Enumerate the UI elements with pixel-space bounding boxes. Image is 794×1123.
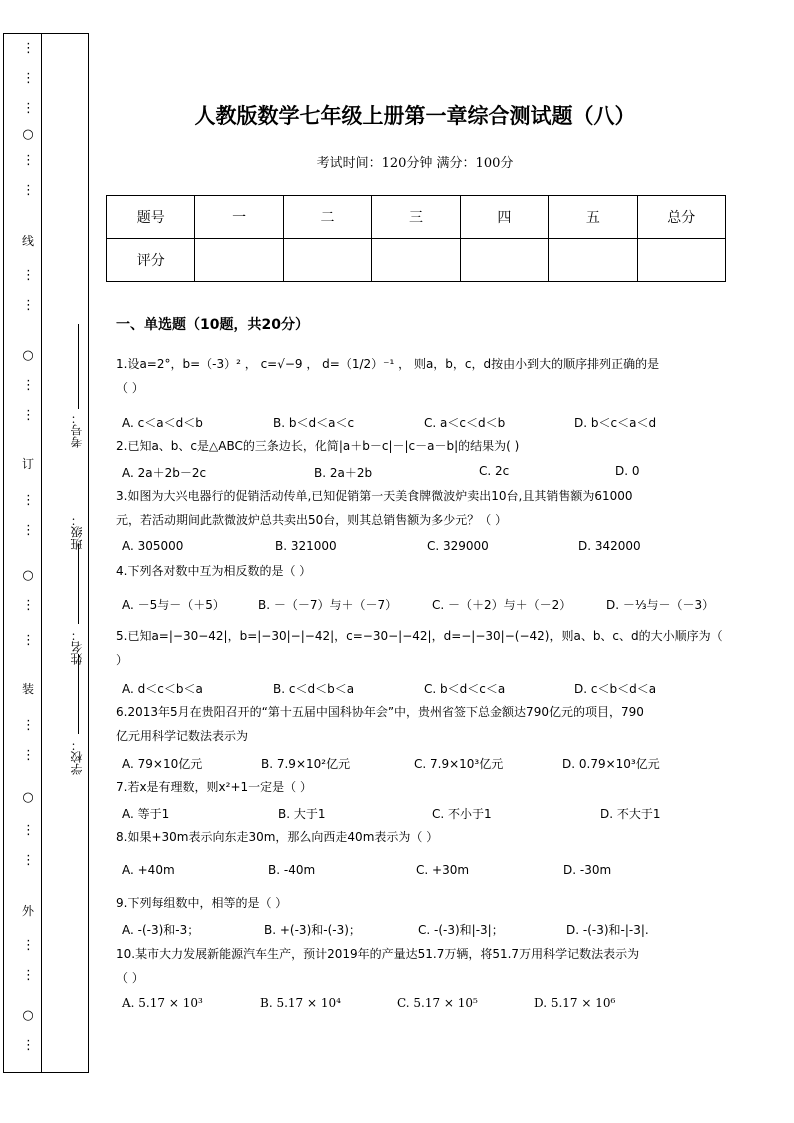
binding-margin — [3, 33, 89, 1073]
option-b[interactable]: B. 5.17 × 10⁴ — [260, 996, 341, 1010]
question-text: 10.某市大力发展新能源汽车生产，预计2019年的产量达51.7万辆，将51.7万用科学记数法表示为 — [116, 947, 640, 961]
score-cell[interactable] — [549, 239, 637, 282]
option-d[interactable]: D. 0.79×10³亿元 — [562, 757, 660, 771]
option-c[interactable]: C. -(-3)和|-3|； — [418, 923, 504, 937]
question-2 — [116, 434, 726, 458]
question-9 — [116, 891, 726, 915]
score-table — [106, 195, 726, 282]
score-cell[interactable] — [195, 239, 283, 282]
option-a[interactable]: A. 305000 — [122, 539, 184, 553]
question-text-cont: （ ） — [116, 971, 144, 985]
option-d[interactable]: D. -30m — [563, 863, 612, 877]
question-10 — [116, 942, 726, 990]
question-1 — [116, 352, 726, 400]
options-5 — [122, 680, 722, 700]
score-cell[interactable] — [283, 239, 371, 282]
field-line — [78, 324, 79, 409]
option-d[interactable]: D. c＜b＜d＜a — [574, 682, 657, 696]
option-a[interactable]: A. －5与－（＋5） — [122, 598, 225, 612]
score-cell[interactable] — [460, 239, 548, 282]
question-text-cont: 亿元用科学记数法表示为 — [116, 729, 249, 743]
option-c[interactable]: C. 7.9×10³亿元 — [414, 757, 504, 771]
option-d[interactable]: D. 5.17 × 10⁶ — [534, 996, 616, 1010]
option-a[interactable]: A. 2a＋2b－2c — [122, 466, 207, 480]
option-a[interactable]: A. d＜c＜b＜a — [122, 682, 203, 696]
options-1 — [122, 414, 722, 434]
question-text: 5.已知a=|−30−42|，b=|−30|−|−42|，c=−30−|−42|，d=−|−30|−(−42)，则a、b、c、d的大小顺序为（ — [116, 629, 723, 643]
question-text: 1.设a=2°，b=（-3）² ， c=√−9 ， d=（1/2）⁻¹ ， 则a，b，c，d按由小到大的顺序排列正确的是 — [116, 357, 660, 371]
header-cell: 四 — [460, 196, 548, 239]
options-2 — [122, 464, 722, 484]
option-d[interactable]: D. b＜c＜a＜d — [574, 416, 657, 430]
question-5 — [116, 624, 726, 672]
question-text: 6.2013年5月在贵阳召开的“第十五届中国科协年会”中，贵州省签下总金额达790亿元的项目，790 — [116, 705, 644, 719]
question-text: 3.如图为大兴电器行的促销活动传单,已知促销第一天美食牌微波炉卖出10台,且其销售额为61000 — [116, 489, 633, 503]
options-3 — [122, 539, 722, 559]
option-a[interactable]: A. -(-3)和-3； — [122, 923, 200, 937]
mark-ding: 订 — [21, 457, 34, 471]
option-c[interactable]: C. 5.17 × 10⁵ — [397, 996, 478, 1010]
mark-zhuang: 装 — [21, 682, 34, 696]
option-b[interactable]: B. c＜d＜b＜a — [273, 682, 355, 696]
options-8 — [122, 863, 722, 883]
option-a[interactable]: A. c＜a＜d＜b — [122, 416, 203, 430]
option-b[interactable]: B. 大于1 — [278, 807, 326, 821]
question-6 — [116, 700, 726, 748]
circle-mark: ○ — [22, 790, 34, 805]
question-text-cont: 元，若活动期间此款微波炉总共卖出50台，则其总销售额为多少元？（ ） — [116, 513, 508, 527]
option-c[interactable]: C. 329000 — [427, 539, 489, 553]
question-3 — [116, 484, 726, 532]
option-a[interactable]: A. 5.17 × 10³ — [122, 996, 203, 1010]
options-4 — [122, 596, 722, 616]
option-b[interactable]: B. 2a＋2b — [314, 466, 373, 480]
question-text: 7.若x是有理数，则x²+1一定是（ ） — [116, 780, 312, 794]
option-c[interactable]: C. a＜c＜d＜b — [424, 416, 506, 430]
mark-line: 线 — [21, 234, 34, 248]
header-cell: 题号 — [107, 196, 195, 239]
header-cell: 总分 — [637, 196, 725, 239]
option-c[interactable]: C. 不小于1 — [432, 807, 492, 821]
question-7 — [116, 775, 726, 799]
page-title: 人教版数学七年级上册第一章综合测试题（八） — [194, 103, 636, 128]
binding-divider — [41, 34, 42, 1072]
mark-wai: 外 — [21, 904, 34, 918]
header-cell: 二 — [283, 196, 371, 239]
option-a[interactable]: A. 等于1 — [122, 807, 170, 821]
header-cell: 三 — [372, 196, 460, 239]
options-7 — [122, 805, 722, 825]
header-cell: 五 — [549, 196, 637, 239]
field-school: 学校： — [70, 739, 84, 775]
exam-info: 考试时间：120分钟 满分：100分 — [316, 156, 514, 171]
row-label: 评分 — [107, 239, 195, 282]
field-name: 姓名： — [70, 629, 84, 665]
score-row — [107, 239, 726, 282]
options-6 — [122, 755, 722, 775]
circle-mark: ○ — [22, 348, 34, 363]
question-text-cont: （ ） — [116, 381, 144, 395]
score-header-row — [107, 196, 726, 239]
option-d[interactable]: D. 342000 — [578, 539, 641, 553]
option-c[interactable]: C. 2c — [479, 464, 510, 478]
question-8 — [116, 825, 726, 849]
circle-mark: ○ — [22, 1008, 34, 1023]
option-c[interactable]: C. +30m — [416, 863, 470, 877]
question-text-cont: ） — [116, 653, 129, 667]
circle-mark: ○ — [22, 568, 34, 583]
score-cell[interactable] — [637, 239, 725, 282]
option-c[interactable]: C. －（＋2）与＋（－2） — [432, 598, 572, 612]
option-d[interactable]: D. -(-3)和-|-3|. — [566, 923, 649, 937]
field-line — [78, 654, 79, 734]
question-4 — [116, 559, 726, 583]
option-a[interactable]: A. 79×10亿元 — [122, 757, 203, 771]
circle-mark: ○ — [22, 127, 34, 142]
option-c[interactable]: C. b＜d＜c＜a — [424, 682, 506, 696]
option-b[interactable]: B. b＜d＜a＜c — [273, 416, 355, 430]
question-text: 8.如果+30m表示向东走30m，那么向西走40m表示为（ ） — [116, 830, 439, 844]
option-b[interactable]: B. -40m — [268, 863, 316, 877]
section-heading: 一、单选题（10题，共20分） — [116, 317, 309, 333]
field-line — [78, 544, 79, 624]
option-b[interactable]: B. －（－7）与＋（－7） — [258, 598, 398, 612]
option-b[interactable]: B. 7.9×10²亿元 — [261, 757, 351, 771]
options-10 — [122, 996, 722, 1016]
option-d[interactable]: D. －⅓与－（－3） — [606, 598, 715, 612]
option-a[interactable]: A. +40m — [122, 863, 175, 877]
header-cell: 一 — [195, 196, 283, 239]
question-text: 4.下列各对数中互为相反数的是（ ） — [116, 564, 312, 578]
question-text: 2.已知a、b、c是△ABC的三条边长，化简|a＋b－c|－|c－a－b|的结果为( ) — [116, 439, 520, 453]
option-b[interactable]: B. +(-3)和-(-3)； — [264, 923, 361, 937]
option-d[interactable]: D. 0 — [615, 464, 640, 478]
binding-dots: ⋮ ⋮ ⋮ ○ ⋮ ⋮ 线 ⋮ ⋮ ○ ⋮ ⋮ 订 ⋮ ⋮ ○ ⋮ ⋮ 装 ⋮ ⋮ ○ ⋮ ⋮ 外 ⋮ ⋮ ○ ⋮ — [16, 34, 40, 1072]
question-text: 9.下列每组数中，相等的是（ ） — [116, 896, 288, 910]
option-b[interactable]: B. 321000 — [275, 539, 337, 553]
field-exam-no: 考号： — [70, 412, 84, 448]
field-class: 班级： — [70, 514, 84, 550]
score-cell[interactable] — [372, 239, 460, 282]
options-9 — [122, 921, 722, 941]
option-d[interactable]: D. 不大于1 — [600, 807, 661, 821]
